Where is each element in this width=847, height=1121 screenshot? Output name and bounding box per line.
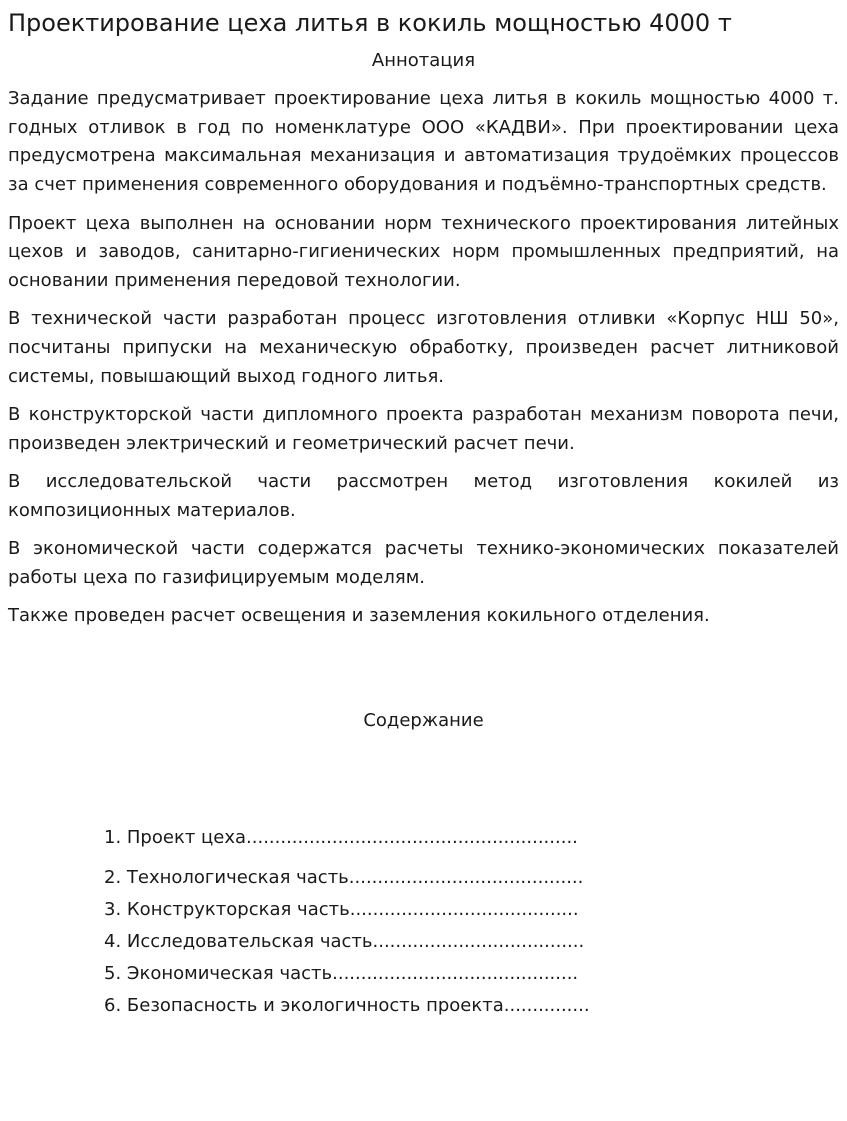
annotation-heading: Аннотация: [371, 50, 476, 71]
toc-item: 5. Экономическая часть...........................................: [104, 963, 579, 984]
toc-item: 1. Проект цеха..........................................................: [104, 827, 578, 848]
toc-item: 3. Конструкторская часть........................................: [104, 899, 579, 920]
annotation-paragraph: В конструкторской части дипломного проекта разработан механизм поворота печи, произведен электрический и геометрический расчет печи.: [8, 404, 839, 454]
annotation-paragraph: Задание предусматривает проектирование цеха литья в кокиль мощностью 4000 т. годных отливок в год по номенклатуре ООО «КАДВИ». При проектировании цеха предусмотрена максимальная механизация и автоматизация трудоёмких процессов за счет применения современного оборудования и подъёмно-транспортных средств.: [8, 88, 839, 196]
toc-item: 6. Безопасность и экологичность проекта...............: [104, 995, 590, 1016]
annotation-paragraph: Проект цеха выполнен на основании норм технического проектирования литейных цехов и заводов, санитарно-гигиенических норм промышленных предприятий, на основании применения передовой технологии.: [8, 212, 839, 291]
document-title: Проектирование цеха литья в кокиль мощностью 4000 т: [8, 9, 732, 37]
annotation-paragraph: В исследовательской части рассмотрен метод изготовления кокилей из композиционных материалов.: [8, 471, 839, 521]
annotation-body: [8, 85, 839, 641]
contents-heading: Содержание: [363, 710, 484, 731]
toc-item: 4. Исследовательская часть.....................................: [104, 931, 585, 952]
table-of-contents: [104, 826, 590, 1018]
toc-item: 2. Технологическая часть.........................................: [104, 867, 584, 888]
annotation-paragraph: В экономической части содержатся расчеты технико-экономических показателей работы цеха по газифицируемым моделям.: [8, 538, 839, 588]
annotation-paragraph: В технической части разработан процесс изготовления отливки «Корпус НШ 50», посчитаны припуски на механическую обработку, произведен расчет литниковой системы, повышающий выход годного литья.: [8, 308, 839, 387]
annotation-paragraph: Также проведен расчет освещения и заземления кокильного отделения.: [8, 605, 710, 627]
